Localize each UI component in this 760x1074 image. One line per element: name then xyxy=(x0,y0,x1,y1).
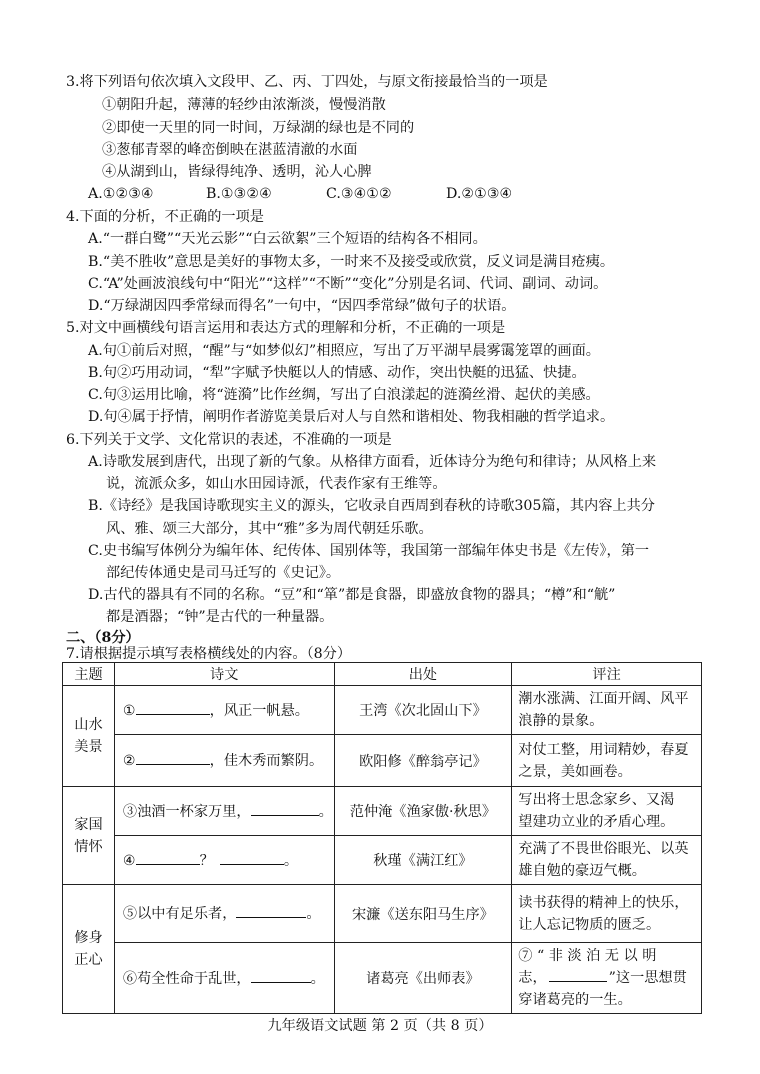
note-cell xyxy=(512,735,702,787)
answer-blank-5[interactable] xyxy=(236,903,306,918)
theme-cell xyxy=(63,885,115,1014)
verse-cell xyxy=(114,686,334,735)
q4-option-b: B.“美不胜收”意思是美好的事物太多，一时来不及接受或欣赏，反义词是满目疮痍。 xyxy=(88,254,615,270)
note-line: 让人忘记物质的匮乏。 xyxy=(518,916,661,933)
verse-suffix: 。 xyxy=(318,803,333,820)
table-row xyxy=(63,686,702,735)
verse-prefix: ③浊酒一杯家万里， xyxy=(122,803,251,820)
q3-sentence-4: ④从湖到山，皆绿得纯净、透明，沁人心脾 xyxy=(102,164,372,180)
q4-option-c: C.“A”处画波浪线句中“阳光”“这样”“不断”“变化”分别是名词、代词、副词、动词。 xyxy=(88,276,608,292)
header-theme: 主题 xyxy=(63,663,115,686)
note-cell xyxy=(512,943,702,1014)
q6-option-a-line2: 说，流派众多，如山水田园诗派，代表作家有王维等。 xyxy=(106,476,447,492)
note-cell xyxy=(512,885,702,943)
q3-option-d: D.②①③④ xyxy=(446,186,513,202)
theme-text: 山水 xyxy=(74,717,103,733)
answer-blank-4b[interactable] xyxy=(220,850,284,865)
verse-cell xyxy=(114,787,334,836)
answer-blank-1[interactable] xyxy=(136,700,210,715)
q4-option-d: D.“万绿湖因四季常绿而得名”一句中，“因四季常绿”做句子的状语。 xyxy=(88,298,516,314)
q3-stem: 3.将下列语句依次填入文段甲、乙、丙、丁四处，与原文衔接最恰当的一项是 xyxy=(66,74,548,90)
answer-blank-2[interactable] xyxy=(136,750,210,765)
source-cell: 范仲淹《渔家傲·秋思》 xyxy=(334,787,512,836)
source-cell: 秋瑾《满江红》 xyxy=(334,836,512,885)
table-row xyxy=(63,943,702,1014)
table-row xyxy=(63,735,702,787)
verse-prefix: ① xyxy=(122,702,136,719)
source-cell: 诸葛亮《出师表》 xyxy=(334,943,512,1014)
q3-sentence-2: ②即使一天里的同一时间，万绿湖的绿也是不同的 xyxy=(102,120,415,136)
q6-option-c-line1: C.史书编写体例分为编年体、纪传体、国别体等，我国第一部编年体史书是《左传》，第一 xyxy=(88,543,650,559)
source-cell: 王湾《次北固山下》 xyxy=(334,686,512,735)
verse-prefix: ⑤以中有足乐者， xyxy=(122,906,237,922)
theme-text: 情怀 xyxy=(74,838,103,855)
note-line: ⑦ “ 非 淡 泊 无 以 明 xyxy=(518,948,657,964)
verse-suffix: 。 xyxy=(283,852,299,869)
q6-stem: 6.下列关于文学、文化常识的表述，不准确的一项是 xyxy=(66,432,392,448)
table-row xyxy=(63,885,702,943)
theme-text: 美景 xyxy=(74,739,103,755)
theme-cell xyxy=(63,787,115,885)
q3-sentence-3: ③葱郁青翠的峰峦倒映在湛蓝清澈的水面 xyxy=(102,142,358,158)
header-verse: 诗文 xyxy=(114,663,334,686)
note-line: 之景，美如画卷。 xyxy=(518,763,632,780)
verse-cell xyxy=(114,735,334,787)
verse-cell xyxy=(114,943,334,1014)
q5-option-c: C.句③运用比喻，将“涟漪”比作丝绸，写出了白浪漾起的涟漪丝滑、起伏的美感。 xyxy=(88,387,600,403)
note-line: 写出将士思念家乡、又渴 xyxy=(518,792,675,808)
q5-option-d: D.句④属于抒情，阐明作者游览美景后对人与自然和谐相处、物我相融的哲学追求。 xyxy=(88,409,615,425)
q5-stem: 5.对文中画横线句语言运用和表达方式的理解和分析，不正确的一项是 xyxy=(66,320,506,336)
note-line: 雄自勉的豪迈气概。 xyxy=(518,863,646,879)
q6-option-a-line1: A.诗歌发展到唐代，出现了新的气象。从格律方面看，近体诗分为绝句和律诗；从风格上来 xyxy=(88,454,657,470)
header-note: 评注 xyxy=(512,663,702,686)
page-footer: 九年级语文试题 第 2 页（共 8 页） xyxy=(267,1018,493,1034)
q4-stem: 4.下面的分析，不正确的一项是 xyxy=(66,209,264,225)
note-line: 望建功立业的矛盾心理。 xyxy=(518,814,675,830)
q4-option-a: A.“一群白鹭”“天光云影”“白云欲絮”三个短语的结构各不相同。 xyxy=(88,231,487,247)
answer-blank-4a[interactable] xyxy=(136,850,200,865)
source-cell: 欧阳修《醉翁亭记》 xyxy=(334,735,512,787)
q6-option-b-line1: B.《诗经》是我国诗歌现实主义的源头，它收录自西周到春秋的诗歌305篇，其内容上共分 xyxy=(88,498,655,514)
note-line xyxy=(518,967,697,989)
source-cell: 宋濂《送东阳马生序》 xyxy=(334,885,512,943)
verse-suffix: 。 xyxy=(306,906,321,922)
theme-text: 修身 xyxy=(74,930,103,946)
q3-option-a: A.①②③④ xyxy=(88,186,154,202)
answer-blank-6[interactable] xyxy=(251,968,311,983)
note-fragment: ”这一思想贯 xyxy=(608,970,687,986)
note-line: 穿诸葛亮的一生。 xyxy=(518,992,632,1008)
note-cell xyxy=(512,836,702,885)
q6-option-d-line2: 都是酒器；“钟”是古代的一种量器。 xyxy=(106,609,334,625)
verse-prefix: ④ xyxy=(122,852,136,869)
note-line: 对仗工整，用词精妙，春夏 xyxy=(518,741,689,758)
poetry-table xyxy=(62,662,702,1014)
note-line: 潮水涨满、江面开阔、风平 xyxy=(518,691,689,707)
table-row xyxy=(63,787,702,836)
section-2-heading: 二、（8分） xyxy=(66,630,140,646)
q6-option-c-line2: 部纪传体通史是司马迁写的《史记》。 xyxy=(106,565,341,581)
verse-mid: ？ xyxy=(199,852,214,869)
q3-sentence-1: ①朝阳升起，薄薄的轻纱由浓渐淡，慢慢消散 xyxy=(102,97,386,113)
note-fragment: 志， xyxy=(518,970,547,986)
theme-text: 正心 xyxy=(74,952,103,968)
q3-option-c: C.③④①② xyxy=(326,186,392,202)
theme-cell xyxy=(63,686,115,787)
verse-prefix: ⑥苟全性命于乱世， xyxy=(122,970,251,987)
theme-text: 家国 xyxy=(74,816,103,833)
q6-option-b-line2: 风、雅、颂三大部分，其中“雅”多为周代朝廷乐歌。 xyxy=(106,521,433,537)
header-source: 出处 xyxy=(334,663,512,686)
note-line: 浪静的景象。 xyxy=(518,713,604,729)
q5-option-b: B.句②巧用动词，“犁”字赋予快艇以人的情感、动作，突出快艇的迅猛、快捷。 xyxy=(88,365,586,381)
verse-prefix: ② xyxy=(122,753,136,769)
verse-suffix: ，风正一帆悬。 xyxy=(209,702,309,719)
verse-cell xyxy=(114,836,334,885)
q3-option-b: B.①③②④ xyxy=(206,186,272,202)
table-header-row xyxy=(63,663,702,686)
verse-suffix: 。 xyxy=(310,970,325,987)
q7-stem: 7.请根据提示填写表格横线处的内容。（8分） xyxy=(66,646,352,662)
note-cell xyxy=(512,787,702,836)
note-cell xyxy=(512,686,702,735)
note-line: 充满了不畏世俗眼光、以英 xyxy=(518,841,689,857)
q5-option-a: A.句①前后对照，“醒”与“如梦似幻”相照应，写出了万平湖早晨雾霭笼罩的画面。 xyxy=(88,343,600,359)
answer-blank-3[interactable] xyxy=(251,801,319,816)
q6-option-d-line1: D.古代的器具有不同的名称。“豆”和“箪”都是食器，即盛放食物的器具；“樽”和“觥” xyxy=(88,587,616,603)
verse-suffix: ，佳木秀而繁阴。 xyxy=(209,753,324,769)
note-line: 读书获得的精神上的快乐， xyxy=(518,894,689,911)
table-row xyxy=(63,836,702,885)
answer-blank-7[interactable] xyxy=(549,967,607,982)
verse-cell xyxy=(114,885,334,943)
